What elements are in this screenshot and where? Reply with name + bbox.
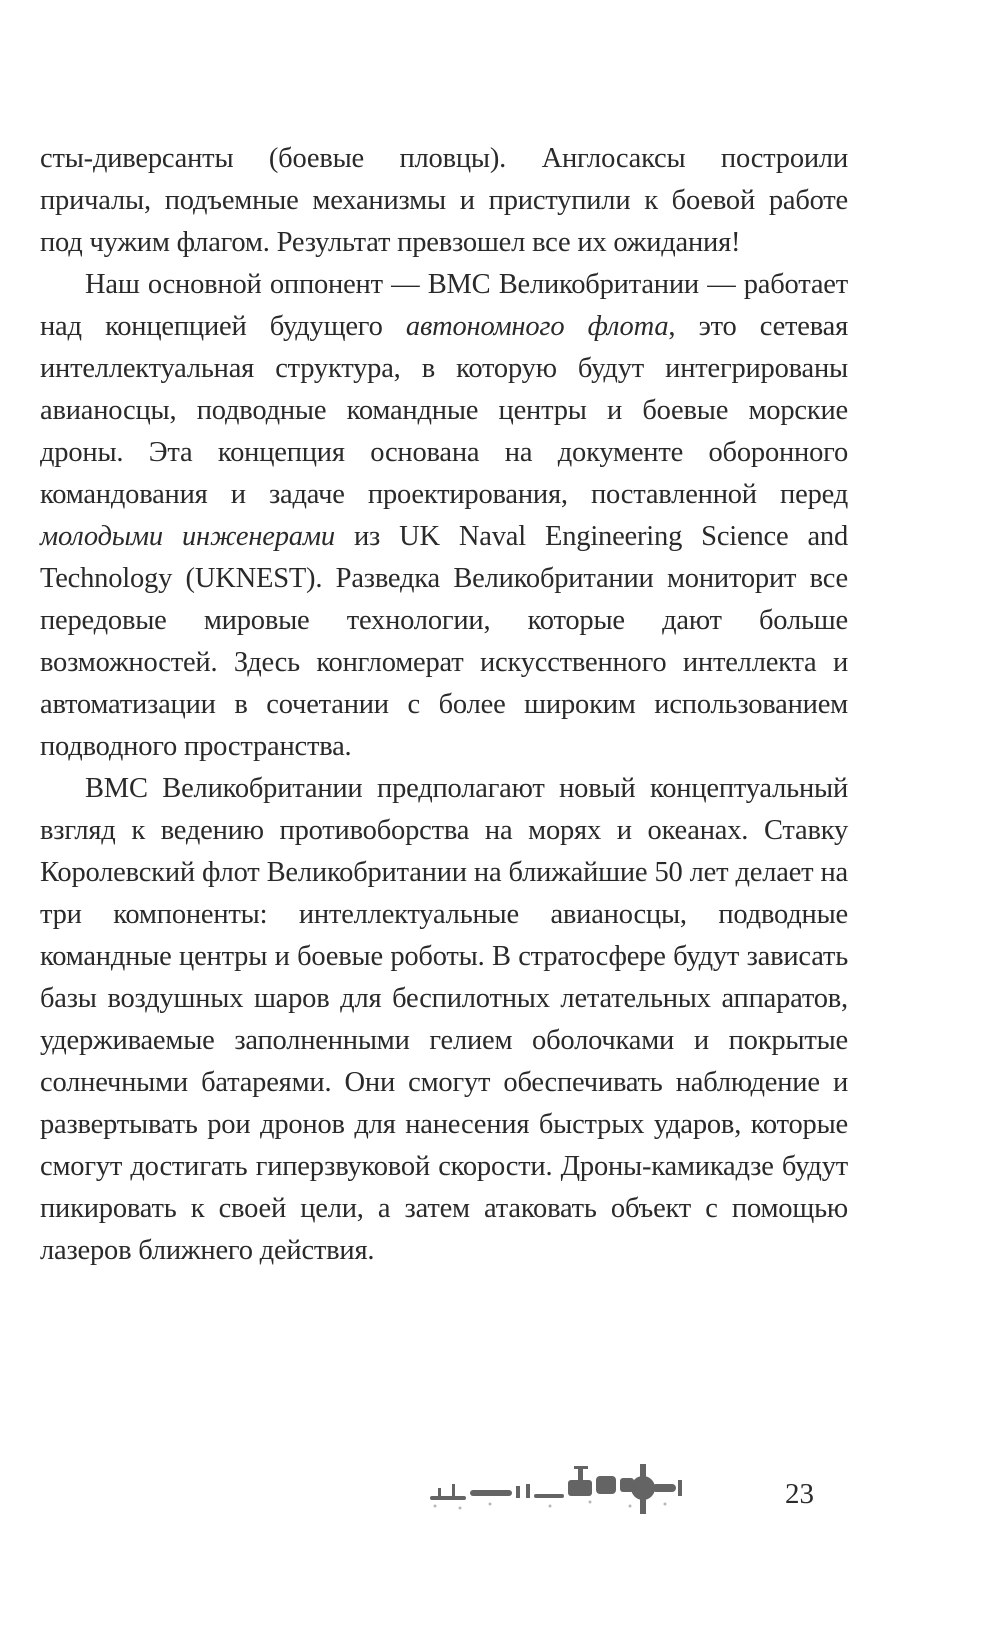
page-footer	[0, 1450, 1000, 1530]
italic-emphasis: автономного флота	[405, 311, 669, 342]
paragraph-3	[40, 768, 848, 1272]
text-segment: , это сетевая интеллектуальная структура, в которую будут интегрированы авианосцы, подводные командные центры и боевые морские дроны. Эта концепция основана на документе оборонного командования и задаче проектирования, поставленной перед	[40, 311, 848, 510]
text-segment: ВМС Великобритании предполагают новый концептуальный взгляд к ведению противоборства на морях и океанах. Ставку Королевский флот Великобритании на ближайшие 50 лет делает на три компоненты: интеллектуальные авианосцы, подводные командные центры и боевые роботы. В стратосфере будут зависать базы воздушных шаров для беспилотных летательных аппаратов, удерживаемые заполненными гелием оболочками и покрытые солнечными батареями. Они смогут обеспечивать наблюдение и развертывать рои дронов для нанесения быстрых ударов, которые смогут достигать гиперзвуковой скорости. Дроны-камикадзе будут пикировать к своей цели, а затем атаковать объект с помощью лазеров ближнего действия.	[40, 773, 848, 1266]
text-segment: из UK Naval Engineering Science and Technology (UKNEST). Разведка Великобритании мониторит все передовые мировые технологии, которые дают больше возможностей. Здесь конгломерат искусственного интеллекта и автоматизации в сочетании с более широким использованием подводного пространства.	[40, 521, 848, 762]
submarine-ornament-icon	[430, 1450, 700, 1530]
page-body	[40, 138, 848, 1272]
paragraph-2	[40, 264, 848, 768]
paragraph-1	[40, 138, 848, 264]
text-segment: Наш основной оппонент — ВМС Великобритании — работает над концепцией будущего	[40, 269, 848, 342]
text-segment: сты-диверсанты (боевые пловцы). Англосаксы построили причалы, подъемные механизмы и приступили к боевой работе под чужим флагом. Результат превзошел все их ожидания!	[40, 143, 848, 258]
page-number: 23	[785, 1478, 814, 1510]
italic-emphasis: молодыми инженерами	[40, 521, 335, 552]
